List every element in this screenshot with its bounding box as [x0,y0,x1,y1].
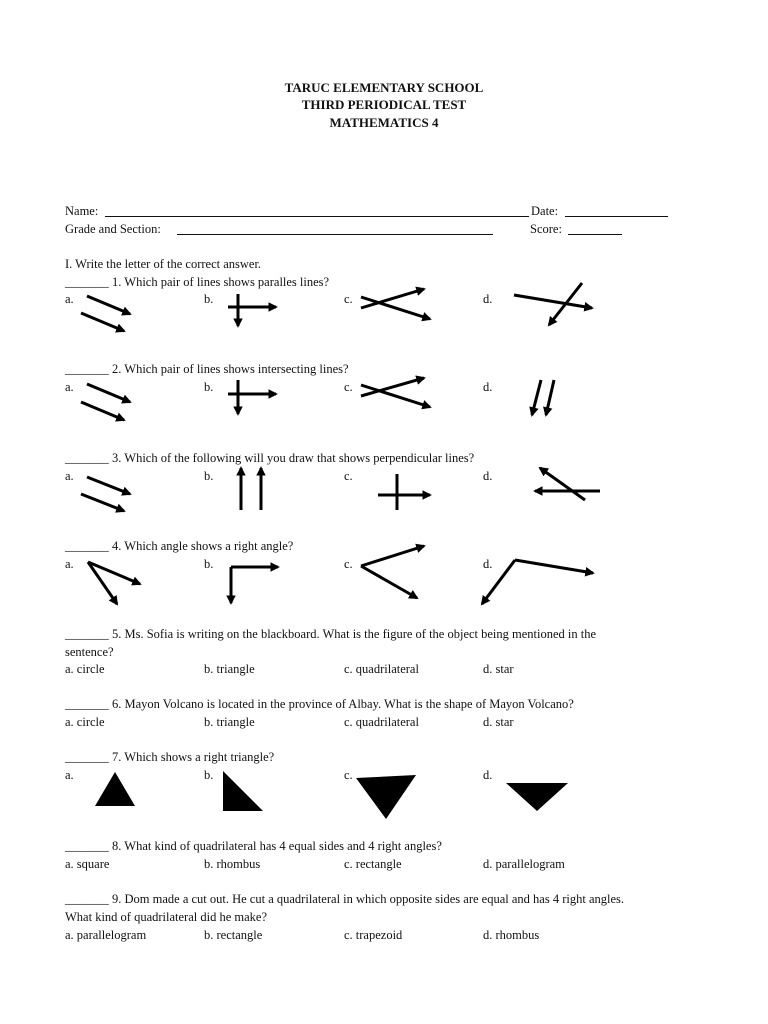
name-label: Name: [65,204,99,218]
option-label: c. [344,292,353,306]
question-text: 9. Dom made a cut out. He cut a quadrilateral in which opposite sides are equal and has 4 right angles. [112,892,624,906]
option-triangle: b. triangle [204,715,255,729]
triangle-shape [223,771,263,811]
question-text: 5. Ms. Sofia is writing on the blackboard. What is the figure of the object being mentioned in the [112,627,597,641]
question-text: 7. Which shows a right triangle? [112,750,275,764]
triangle-shape [95,772,135,806]
option-label: a. [65,768,74,782]
school-name: TARUC ELEMENTARY SCHOOL [284,80,484,95]
option-label: b. [204,768,214,782]
option-label: d. [483,469,493,483]
option-parallelogram: a. parallelogram [65,928,147,942]
option-square: a. square [65,857,110,871]
answer-blank[interactable]: _______ [65,697,109,711]
answer-blank[interactable]: _______ [65,627,109,641]
question-text: 4. Which angle shows a right angle? [112,539,294,553]
option-label: b. [204,469,214,483]
grade-section-label: Grade and Section: [65,222,161,236]
option-label: c. [344,380,353,394]
option-label: d. [483,380,493,394]
answer-blank[interactable]: _______ [65,892,109,906]
option-quadrilateral: c. quadrilateral [344,715,419,729]
option-rectangle: c. rectangle [344,857,402,871]
option-triangle: b. triangle [204,662,255,676]
option-label: c. [344,557,353,571]
option-label: d. [483,557,493,571]
question-text: 3. Which of the following will you draw that shows perpendicular lines? [112,451,475,465]
option-rhombus: d. rhombus [483,928,540,942]
question-text: 8. What kind of quadrilateral has 4 equal sides and 4 right angles? [112,839,442,853]
option-star: d. star [483,662,514,676]
question-text: 1. Which pair of lines shows paralles lines? [112,275,330,289]
answer-blank[interactable]: _______ [65,362,109,376]
option-star: d. star [483,715,514,729]
answer-blank[interactable]: _______ [65,539,109,553]
question-text: 2. Which pair of lines shows intersecting lines? [112,362,349,376]
test-title: THIRD PERIODICAL TEST [301,97,467,112]
option-label: a. [65,380,74,394]
option-label: c. [344,469,353,483]
option-parallelogram: d. parallelogram [483,857,565,871]
answer-blank[interactable]: _______ [65,275,109,289]
triangle-shape [506,783,568,811]
option-label: a. [65,469,74,483]
option-circle: a. circle [65,662,105,676]
option-rhombus: b. rhombus [204,857,261,871]
option-label: c. [344,768,353,782]
option-label: a. [65,557,74,571]
option-trapezoid: c. trapezoid [344,928,403,942]
option-quadrilateral: c. quadrilateral [344,662,419,676]
question-text: 6. Mayon Volcano is located in the province of Albay. What is the shape of Mayon Volcano? [112,697,574,711]
option-label: d. [483,292,493,306]
option-label: a. [65,292,74,306]
option-circle: a. circle [65,715,105,729]
option-label: b. [204,292,214,306]
option-label: d. [483,768,493,782]
answer-blank[interactable]: _______ [65,451,109,465]
question-text-cont: sentence? [65,645,114,659]
score-label: Score: [530,222,562,236]
answer-blank[interactable]: _______ [65,750,109,764]
triangle-shape [356,775,416,819]
option-label: b. [204,557,214,571]
answer-blank[interactable]: _______ [65,839,109,853]
question-text-cont: What kind of quadrilateral did he make? [65,910,268,924]
option-rectangle: b. rectangle [204,928,263,942]
instructions: I. Write the letter of the correct answer. [65,257,262,271]
subject-title: MATHEMATICS 4 [329,115,439,130]
option-label: b. [204,380,214,394]
date-label: Date: [531,204,559,218]
